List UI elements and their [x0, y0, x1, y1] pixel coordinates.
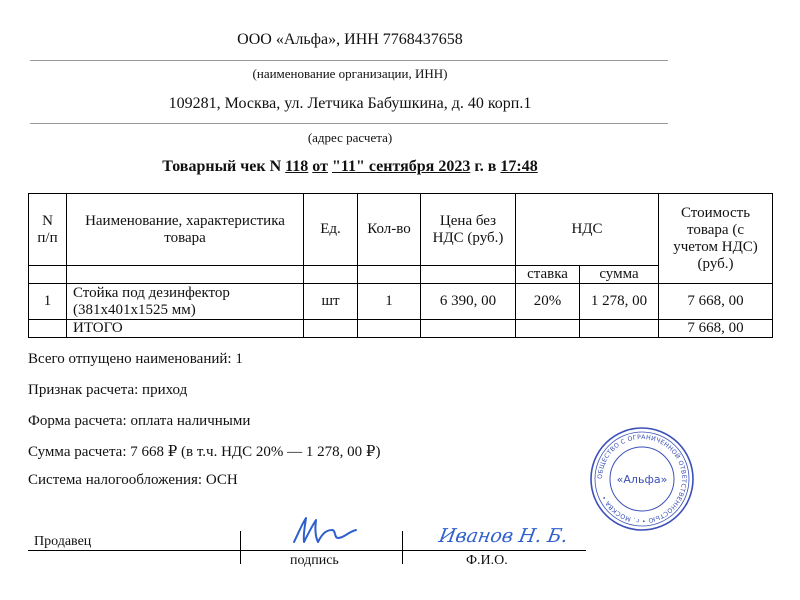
receipt-title	[0, 158, 700, 176]
stamp-center-text: «Альфа»	[616, 473, 668, 486]
header-vat: НДС	[516, 194, 659, 266]
tax-system: Система налогообложения: ОСН	[28, 472, 238, 488]
row-vat-rate: 20%	[516, 284, 580, 320]
total-label: ИТОГО	[67, 320, 304, 338]
header-price: Цена без НДС (руб.)	[421, 194, 516, 266]
divider	[30, 123, 668, 124]
payment-form: Форма расчета: оплата наличными	[28, 413, 251, 429]
title-year-suffix: г. в	[474, 158, 497, 175]
row-price: 6 390, 00	[421, 284, 516, 320]
table-row	[29, 284, 773, 320]
company-stamp	[587, 424, 697, 534]
items-count: Всего отпущено наименований: 1	[28, 351, 243, 367]
address-hint: (адрес расчета)	[307, 130, 393, 145]
address: 109281, Москва, ул. Летчика Бабушкина, д. 40 корп.1	[168, 95, 532, 112]
organization-name: ООО «Альфа», ИНН 7768437658	[237, 31, 463, 48]
empty-cell	[304, 320, 358, 338]
empty-cell	[358, 266, 421, 284]
name-label: Ф.И.О.	[466, 553, 508, 568]
row-unit: шт	[304, 284, 358, 320]
empty-cell	[29, 320, 67, 338]
signature-line	[28, 550, 586, 551]
header-qty: Кол-во	[358, 194, 421, 266]
empty-cell	[67, 266, 304, 284]
header-vat-rate: ставка	[516, 266, 580, 284]
handwritten-name-text: Иванов Н. Б.	[437, 524, 570, 547]
row-vat-sum: 1 278, 00	[580, 284, 659, 320]
payment-sign: Признак расчета: приход	[28, 382, 188, 398]
empty-cell	[516, 320, 580, 338]
empty-cell	[421, 320, 516, 338]
empty-cell	[29, 266, 67, 284]
receipt-time: 17:48	[500, 158, 538, 175]
payment-sum: Сумма расчета: 7 668 ₽ (в т.ч. НДС 20% — 1 278, 00 ₽)	[28, 444, 381, 460]
signature-separator	[240, 531, 241, 564]
divider	[30, 60, 668, 61]
seller-label: Продавец	[34, 534, 92, 549]
empty-cell	[358, 320, 421, 338]
receipt-table	[28, 193, 773, 338]
total-row	[29, 320, 773, 338]
title-from: от	[312, 158, 328, 175]
row-num: 1	[29, 284, 67, 320]
handwritten-signature	[288, 512, 363, 550]
header-vat-sum: сумма	[580, 266, 659, 284]
header-unit: Ед.	[304, 194, 358, 266]
title-prefix: Товарный чек N	[162, 158, 282, 175]
receipt-date: "11" сентября 2023	[331, 158, 471, 175]
organization-hint: (наименование организации, ИНН)	[252, 66, 448, 81]
header-row	[29, 194, 773, 266]
total-cost: 7 668, 00	[659, 320, 773, 338]
empty-cell	[421, 266, 516, 284]
header-num: N п/п	[29, 194, 67, 266]
row-cost: 7 668, 00	[659, 284, 773, 320]
empty-cell	[580, 320, 659, 338]
header-cost: Стоимость товара (с учетом НДС) (руб.)	[659, 194, 773, 284]
receipt-number: 118	[285, 158, 309, 175]
handwritten-name	[437, 520, 570, 550]
empty-cell	[304, 266, 358, 284]
row-qty: 1	[358, 284, 421, 320]
row-name: Стойка под дезинфектор (381x401x1525 мм)	[67, 284, 304, 320]
signature-separator	[402, 531, 403, 564]
stamp-ring-text: ОБЩЕСТВО С ОГРАНИЧЕННОЙ ОТВЕТСТВЕННОСТЬЮ • г. МОСКВА •	[596, 433, 688, 525]
sign-label: подпись	[290, 553, 339, 568]
header-name: Наименование, характеристика товара	[67, 194, 304, 266]
